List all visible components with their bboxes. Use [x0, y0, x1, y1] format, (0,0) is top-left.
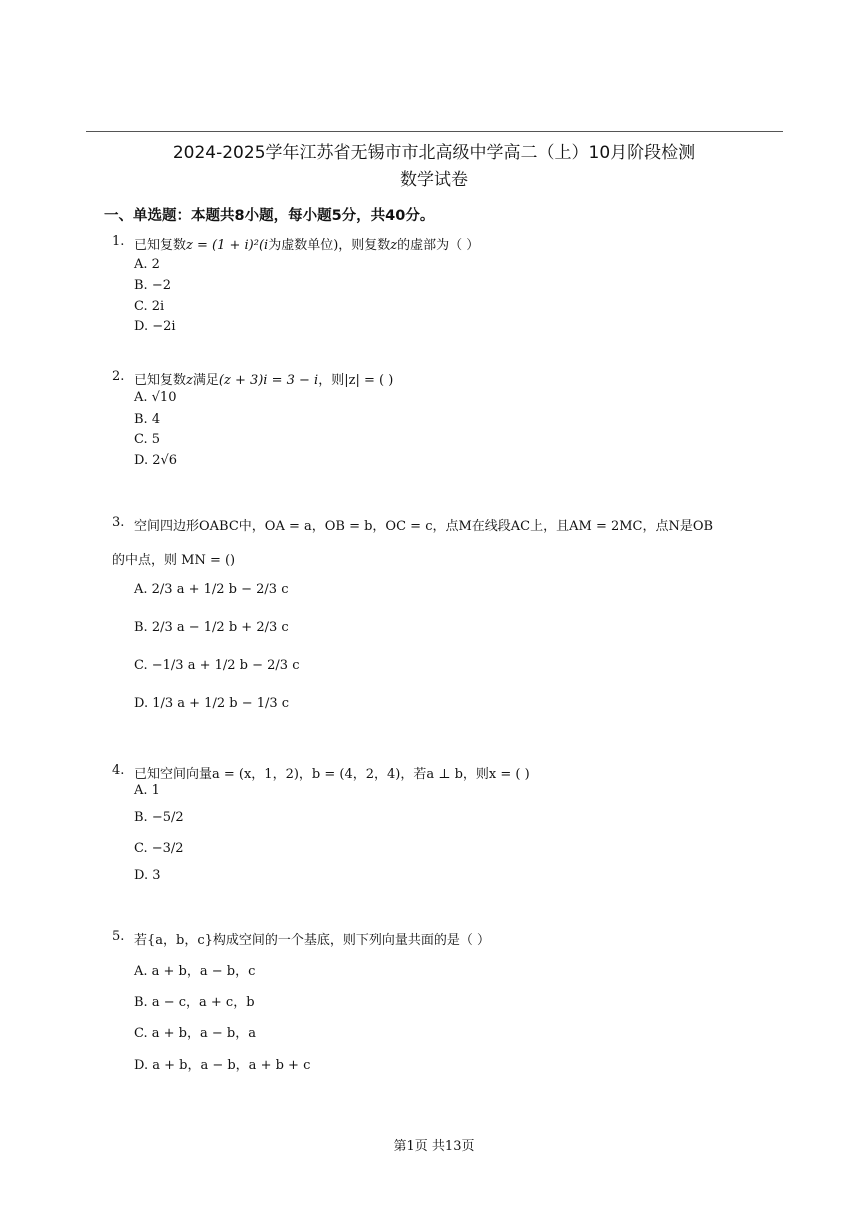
option-d: D. 2√6	[134, 453, 178, 468]
document-title: 2024-2025学年江苏省无锡市市北高级中学高二（上）10月阶段检测	[172, 143, 696, 163]
option-b: B. −2	[134, 278, 171, 293]
option-d: D. −2i	[134, 319, 176, 334]
question-stem: 已知空间向量a = (x，1，2)，b = (4，2，4)，若a ⊥ b，则x = ( )	[134, 767, 530, 782]
option-b: B. −5/2	[134, 810, 184, 825]
option-b: B. 4	[134, 412, 161, 427]
question-number: 4.	[112, 763, 125, 778]
question-stem-line-1: 空间四边形OABC中，OA = a，OB = b，OC = c，点M在线段AC上，且AM = 2MC，点N是OB	[134, 519, 714, 534]
option-d: D. 1/3 a + 1/2 b − 1/3 c	[134, 696, 290, 711]
question-stem: 已知复数z = (1 + i)²(i为虚数单位)，则复数z的虚部为（ ）	[134, 238, 480, 253]
question-number: 1.	[112, 234, 125, 249]
option-a: A. 2	[134, 257, 160, 272]
section-heading: 一、单选题：本题共8小题，每小题5分，共40分。	[104, 208, 435, 224]
question-stem: 若{a，b，c}构成空间的一个基底，则下列向量共面的是（ ）	[134, 933, 491, 948]
option-b: B. a − c，a + c，b	[134, 995, 255, 1010]
page-footer: 第1页 共13页	[393, 1139, 475, 1154]
question-number: 3.	[112, 515, 125, 530]
option-a: A. √10	[134, 390, 177, 405]
option-c: C. −1/3 a + 1/2 b − 2/3 c	[134, 658, 300, 673]
option-b: B. 2/3 a − 1/2 b + 2/3 c	[134, 620, 289, 635]
header-rule	[86, 131, 783, 132]
document-subtitle: 数学试卷	[400, 170, 468, 190]
option-d: D. a + b，a − b，a + b + c	[134, 1058, 311, 1073]
question-stem-line-2: 的中点，则 MN = ()	[112, 553, 236, 568]
option-c: C. 5	[134, 432, 161, 447]
question-number: 2.	[112, 369, 125, 384]
option-a: A. 2/3 a + 1/2 b − 2/3 c	[134, 582, 289, 597]
option-c: C. −3/2	[134, 841, 184, 856]
option-c: C. 2i	[134, 299, 165, 314]
option-a: A. a + b，a − b，c	[134, 964, 256, 979]
question-number: 5.	[112, 929, 125, 944]
option-c: C. a + b，a − b，a	[134, 1026, 256, 1041]
option-d: D. 3	[134, 868, 161, 883]
option-a: A. 1	[134, 783, 160, 798]
question-stem: 已知复数z满足(z + 3)i = 3 − i，则|z| = ( )	[134, 373, 394, 388]
